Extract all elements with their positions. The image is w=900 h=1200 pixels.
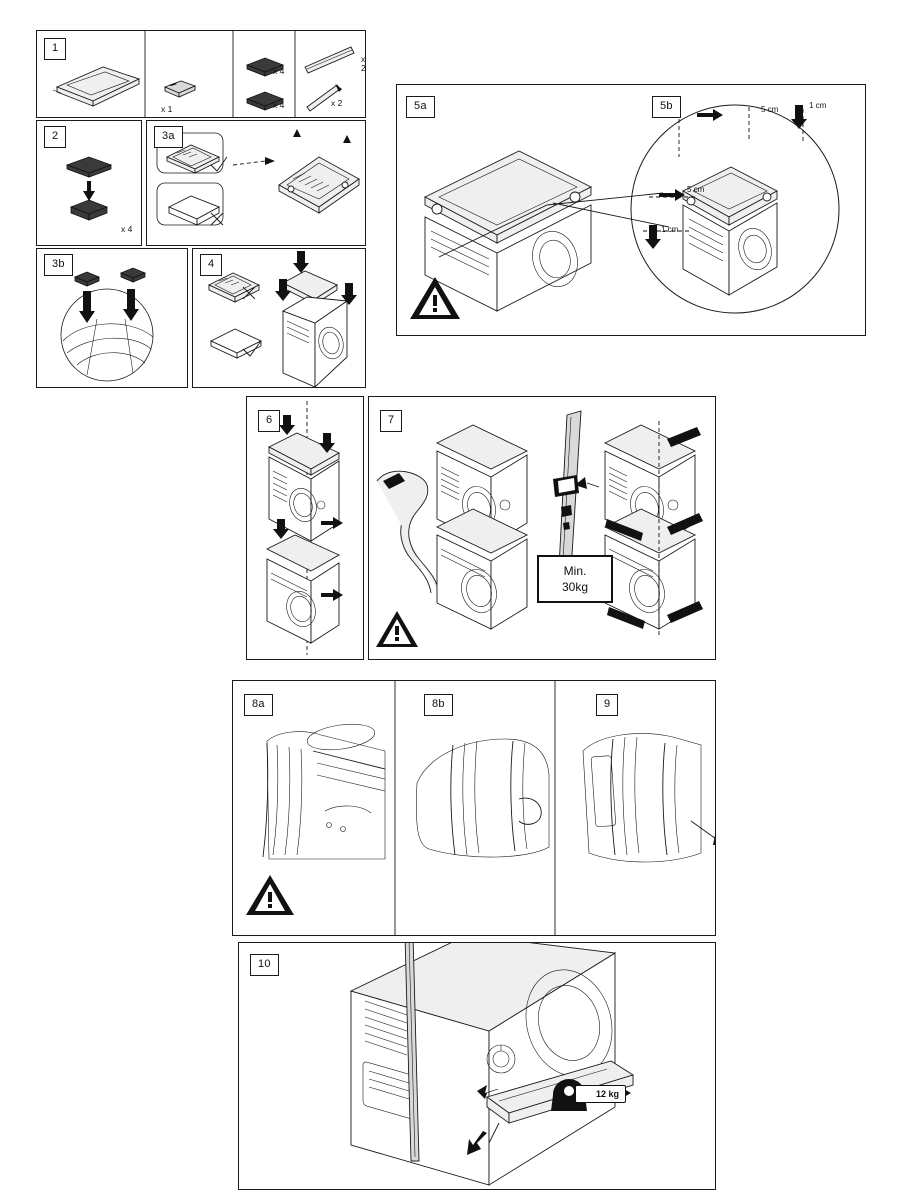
panel-step-7 [368, 396, 716, 660]
step-label-2: 2 [44, 126, 66, 148]
dimension-1cm-left: 1 cm [661, 225, 679, 234]
hose-and-cover-illustration [233, 681, 715, 935]
qty-pad-large: x 4 [273, 66, 285, 76]
dimension-1cm-top: 1 cm [809, 101, 827, 110]
dimension-5cm-left: 5 cm [687, 185, 705, 194]
step-label-10: 10 [250, 954, 279, 976]
qty-strap: x 2 [361, 54, 366, 73]
step-label-5b: 5b [652, 96, 681, 118]
min-weight-line2: 30kg [561, 580, 589, 595]
parts-illustration [37, 31, 365, 117]
step-label-1: 1 [44, 38, 66, 60]
dimension-5cm-top: 5 cm [761, 105, 779, 114]
qty-bracket: x 1 [161, 104, 173, 114]
qty-screw: x 2 [331, 98, 343, 108]
panel-step-5 [396, 84, 866, 336]
panel-parts-list [36, 30, 366, 118]
stacked-machines-alignment [247, 397, 363, 659]
step-label-4: 4 [200, 254, 222, 276]
step-label-8b: 8b [424, 694, 453, 716]
panel-step-6 [246, 396, 364, 660]
step-label-3b: 3b [44, 254, 73, 276]
qty-foot: x 4 [121, 224, 133, 234]
min-weight-callout [537, 555, 613, 603]
step-label-7: 7 [380, 410, 402, 432]
step-label-3a: 3a [154, 126, 183, 148]
alignment-illustration [397, 85, 865, 335]
step-label-8a: 8a [244, 694, 273, 716]
panel-step-8-9 [232, 680, 716, 936]
step-label-6: 6 [258, 410, 280, 432]
panel-step-10 [238, 942, 716, 1190]
min-weight-line1: Min. [563, 564, 587, 578]
load-weight-badge: 12 kg [575, 1085, 626, 1103]
strap-securing-illustration [369, 397, 715, 659]
shelf-load-illustration [239, 943, 715, 1189]
step-label-5a: 5a [406, 96, 435, 118]
step-label-9: 9 [596, 694, 618, 716]
qty-pad-small: x 4 [273, 100, 285, 110]
